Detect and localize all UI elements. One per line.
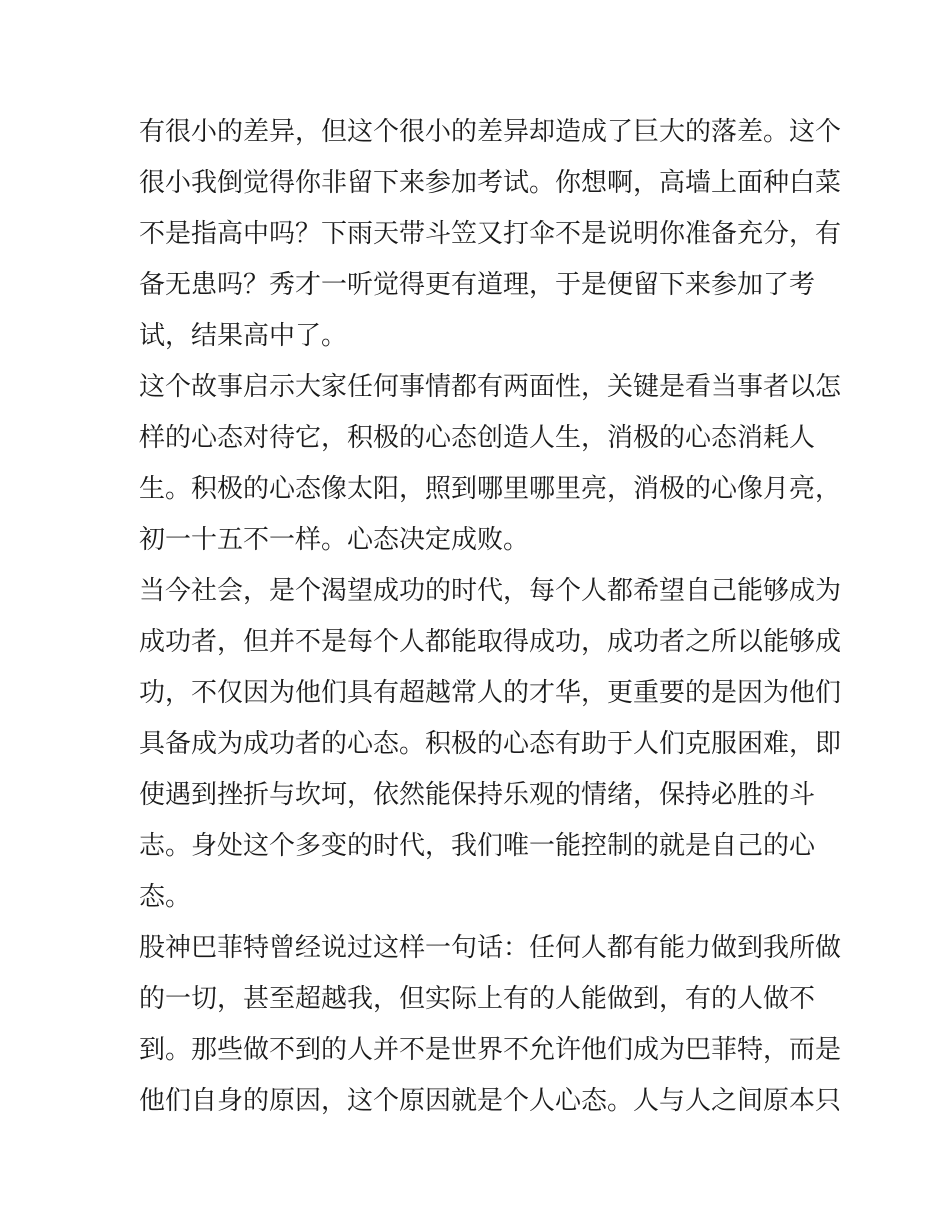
- text-line: 的一切，甚至超越我，但实际上有的人能做到，有的人做不: [139, 984, 816, 1014]
- paragraph: [139, 566, 842, 923]
- text-line: 到。那些做不到的人并不是世界不允许他们成为巴菲特，而是: [139, 1035, 842, 1065]
- text-line: 使遇到挫折与坎坷，依然能保持乐观的情绪，保持必胜的斗: [139, 780, 816, 810]
- text-line: 成功者，但并不是每个人都能取得成功，成功者之所以能够成: [139, 627, 842, 657]
- text-line: 态。: [139, 882, 192, 912]
- text-line: 样的心态对待它，积极的心态创造人生，消极的心态消耗人: [139, 423, 816, 453]
- paragraph: [139, 362, 842, 566]
- text-line: 功，不仅因为他们具有超越常人的才华，更重要的是因为他们: [139, 678, 842, 708]
- text-line: 试，结果高中了。: [139, 321, 348, 351]
- text-line: 很小我倒觉得你非留下来参加考试。你想啊，高墙上面种白菜: [139, 168, 842, 198]
- text-line: 志。身处这个多变的时代，我们唯一能控制的就是自己的心: [139, 831, 816, 861]
- paragraph: [139, 923, 842, 1127]
- text-line: 生。积极的心态像太阳，照到哪里哪里亮，消极的心像月亮，: [139, 474, 842, 504]
- text-line: 不是指高中吗？下雨天带斗笠又打伞不是说明你准备充分，有: [139, 219, 842, 249]
- document-body: [139, 107, 842, 1127]
- text-line: 股神巴菲特曾经说过这样一句话：任何人都有能力做到我所做: [139, 933, 842, 963]
- text-line: 具备成为成功者的心态。积极的心态有助于人们克服困难，即: [139, 729, 842, 759]
- text-line: 初一十五不一样。心态决定成败。: [139, 525, 530, 555]
- text-line: 这个故事启示大家任何事情都有两面性，关键是看当事者以怎: [139, 372, 842, 402]
- text-line: 当今社会，是个渴望成功的时代，每个人都希望自己能够成为: [139, 576, 842, 606]
- paragraph: [139, 107, 842, 362]
- text-line: 他们自身的原因，这个原因就是个人心态。人与人之间原本只: [139, 1086, 842, 1116]
- text-line: 有很小的差异，但这个很小的差异却造成了巨大的落差。这个: [139, 117, 842, 147]
- text-line: 备无患吗？秀才一听觉得更有道理，于是便留下来参加了考: [139, 270, 816, 300]
